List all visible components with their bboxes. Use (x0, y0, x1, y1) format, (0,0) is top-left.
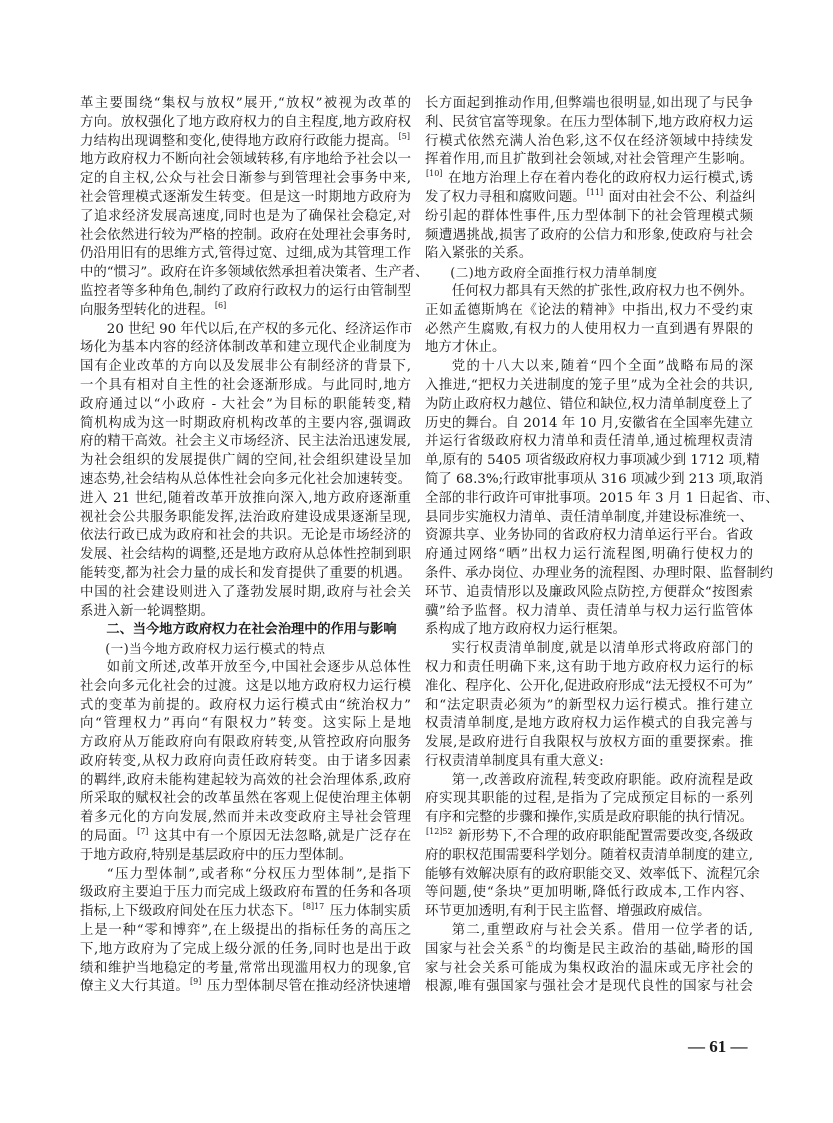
text-line: 向服务型转化的进程。[6] (80, 300, 227, 318)
text-line: 频遭遇挑战,损害了政府的公信力和形象,使政府与社会 (425, 227, 753, 243)
text-line: 和“法定职责必须为”的新型权力运行模式。推行建立 (425, 697, 753, 713)
text-line: 绩和维护当地稳定的考量,常常出现滥用权力的现象,官 (80, 960, 411, 976)
section-heading (80, 621, 411, 640)
page-number: — 61 — (688, 1037, 748, 1056)
text-line: 能转变,都为社会力量的成长和发育提供了重要的机遇。 (80, 565, 411, 581)
text-line: 等问题,使“条块”更加明晰,降低行政成本,工作内容、 (425, 885, 753, 901)
paragraph (425, 283, 753, 358)
text-line: 的局面。[7] 这其中有一个原因无法忽略,就是广泛存在 (80, 827, 411, 845)
text-line: 定的自主权,公众与社会日渐参与到管理社会事务中来, (80, 171, 411, 187)
text-line: 发展,是政府进行自我限权与放权方面的重要探索。推 (425, 735, 753, 751)
text-line: 了追求经济发展高速度,同时也是为了确保社会稳定,对 (80, 208, 411, 224)
citation-superscript: [11] (586, 187, 604, 197)
text-line: 长方面起到推动作用,但弊端也很明显,如出现了与民争 (425, 96, 753, 111)
text-line: 正如孟德斯鸠在《论法的精神》中指出,权力不受约束 (425, 302, 753, 318)
text-line: 政府通过以“小政府 - 大社会”为目标的职能转变,精 (80, 396, 411, 412)
text-line: 力结构出现调整和变化,使得地方政府行政能力提高。[5] (80, 131, 410, 149)
text-line: 国有企业改革的方向以及发展非公有制经济的背景下, (80, 359, 411, 375)
text-line: 条件、承办岗位、办理业务的流程图、办理时限、监督制约 (425, 565, 774, 581)
text-line: 准化、程序化、公开化,促进政府形成“法无授权不可为” (425, 678, 753, 694)
text-line: 级政府主要迫于压力而完成上级政府布置的任务和各项 (80, 885, 411, 901)
text-line: 系构成了地方政府权力运行框架。 (425, 622, 626, 638)
text-line: 并运行省级政府权力清单和责任清单,通过梳理权责清 (425, 434, 753, 450)
paragraph (425, 358, 779, 640)
text-line: 权责清单制度,是地方政府权力运作模式的自我完善与 (425, 716, 753, 732)
text-line: 能够有效解决原有的政府职能交叉、效率低下、流程冗余 (425, 866, 760, 882)
text-line: 地方才休止。 (425, 340, 506, 356)
text-line: 府实现其职能的过程,是指为了完成预定目标的一系列 (425, 791, 753, 807)
text-line: 发了权力寻租和腐败问题。[11] 面对由社会不公、利益纠 (425, 187, 756, 205)
text-line: 根源,唯有强国家与强社会才是现代良性的国家与社会 (425, 979, 753, 995)
text-line: 仍沿用旧有的思维方式,管得过宽、过细,成为其管理工作 (80, 246, 411, 262)
text-line: 府通过网络“晒”出权力运行流程图,明确行使权力的 (425, 547, 753, 563)
text-line: 二、当今地方政府权力在社会治理中的作用与影响 (106, 622, 397, 638)
citation-superscript: [9] (190, 977, 202, 987)
text-line: 任何权力都具有天然的扩张性,政府权力也不例外。 (451, 283, 753, 299)
left-column (80, 95, 429, 997)
text-line: 如前文所述,改革开放至今,中国社会逐步从总体性 (106, 659, 411, 675)
text-line: [10] 在地方治理上存在着内卷化的政府权力运行模式,诱 (426, 169, 753, 187)
text-line: (一)当今地方政府权力运行模式的特点 (105, 641, 326, 657)
subsection-heading (80, 640, 411, 659)
text-line: 第二,重塑政府与社会关系。借用一位学者的话, (451, 923, 753, 939)
citation-superscript: [5] (398, 131, 410, 141)
text-line: 必然产生腐败,有权力的人使用权力一直到遇有界限的 (425, 321, 753, 337)
text-line: 单,原有的 5405 项省级政府权力事项减少到 1712 项,精 (425, 453, 760, 469)
paragraph (80, 659, 411, 866)
text-line: 着多元化的方向发展,然而并未改变政府主导社会管理 (80, 810, 411, 826)
text-line: 僚主义大行其道。[9] 压力型体制尽管在推动经济快速增 (80, 977, 411, 995)
text-line: 纷引起的群体性事件,压力型体制下的社会管理模式频 (425, 208, 753, 224)
text-line: 党的十八大以来,随着“四个全面”战略布局的深 (451, 359, 753, 375)
citation-superscript: [6] (214, 300, 227, 310)
text-line: 环节、追责情形以及廉政风险点防控,方便群众“按图索 (425, 584, 753, 600)
text-line: 有序和完整的步骤和操作,实质是政府职能的执行情况。 (425, 810, 753, 826)
text-line: 权力和责任明确下来,这有助于地方政府权力运行的标 (425, 659, 753, 675)
paragraph (80, 321, 411, 622)
text-line: 行权责清单制度具有重大意义: (425, 753, 604, 769)
text-line: 社会向多元化社会的过渡。这是以地方政府权力运行模 (80, 678, 411, 694)
text-line: 革主要围绕“集权与放权”展开,“放权”被视为改革的 (80, 96, 411, 111)
text-line: 府的职权范围需要科学划分。随着权责清单制度的建立, (425, 847, 753, 863)
paragraph (425, 922, 753, 997)
text-line: 挥着作用,而且扩散到社会领域,对社会管理产生影响。 (425, 152, 753, 168)
text-line: 场化为基本内容的经济体制改革和建立现代企业制度为 (80, 340, 411, 356)
text-line: 历史的舞台。自 2014 年 10 月,安徽省在全国率先建立 (425, 415, 753, 431)
citation-superscript: [8]17 (302, 902, 325, 912)
text-line: 政府转变,从权力政府向责任政府转变。由于诸多因素 (80, 753, 411, 769)
text-line: 系进入新一轮调整期。 (80, 603, 214, 619)
text-line: 速态势,社会结构从总体性社会向多元化社会加速转变。 (80, 471, 411, 487)
text-line: $^{[12]52}$ 新形势下,不合理的政府职能配置需要改变,各级政 (426, 827, 753, 845)
text-line: 环节更加透明,有利于民主监督、增强政府威信。 (425, 904, 711, 920)
text-line: 式的变革为前提的。政府权力运行模式由“统治权力” (80, 697, 411, 713)
text-line: 资源共享、业务协同的省政府权力清单运行平台。省政 (425, 528, 753, 544)
text-line: 进入 21 世纪,随着改革开放推向深入,地方政府逐渐重 (80, 490, 411, 506)
text-line: “压力型体制”,或者称“分权压力型体制”,是指下 (106, 866, 411, 882)
text-line: 发展、社会结构的调整,还是地方政府从总体性控制到职 (80, 547, 411, 563)
paragraph (80, 866, 411, 998)
text-line: 骥”给予监督。权力清单、责任清单与权力运行监管体 (425, 603, 753, 619)
text-line: 府的精干高效。社会主义市场经济、民主法治迅速发展, (80, 434, 411, 450)
text-line: 第一,改善政府流程,转变政府职能。政府流程是政 (451, 772, 753, 788)
text-line: 20 世纪 90 年代以后,在产权的多元化、经济运作市 (106, 321, 413, 337)
text-line: 为防止政府权力越位、错位和缺位,权力清单制度登上了 (425, 396, 753, 412)
text-line: 县同步实施权力清单、责任清单制度,并建设标准统一、 (425, 509, 753, 525)
text-line: 方向。放权强化了地方政府权力的自主程度,地方政府权 (80, 114, 411, 130)
text-line: 视社会公共服务职能发挥,法治政府建设成果逐渐呈现, (80, 509, 411, 525)
text-line: 中国的社会建设则进入了蓬勃发展时期,政府与社会关 (80, 584, 411, 600)
paragraph (425, 95, 756, 264)
text-line: 地方政府权力不断向社会领域转移,有序地给予社会以一 (80, 152, 411, 168)
text-line: 入推进,“把权力关进制度的笼子里”成为全社会的共识, (425, 377, 753, 393)
text-line: 下,地方政府为了完成上级分派的任务,同时也是出于政 (80, 941, 411, 957)
citation-superscript: ① (525, 939, 534, 949)
text-line: 依法行政已成为政府和社会的共识。无论是市场经济的 (80, 528, 411, 544)
text-line: 上是一种“零和博弈”,在上级提出的指标任务的高压之 (80, 923, 411, 939)
text-line: 简机构成为这一时期政府机构改革的主要内容,强调政 (80, 415, 411, 431)
text-line: 社会依然进行较为严格的控制。政府在处理社会事务时, (80, 227, 411, 243)
text-line: 实行权责清单制度,就是以清单形式将政府部门的 (451, 641, 753, 657)
citation-superscript: [10] (426, 169, 443, 179)
text-line: 所采取的赋权社会的改革虽然在客观上促使治理主体朝 (80, 791, 411, 807)
right-column (425, 95, 779, 997)
text-line: 的羁绊,政府未能构建起较为高效的社会治理体系,政府 (80, 772, 411, 788)
text-line: 一个具有相对自主性的社会逐渐形成。与此同时,地方 (80, 377, 411, 393)
citation-superscript: [12]52 (426, 827, 453, 837)
text-line: 中的“惯习”。政府在许多领域依然承担着决策者、生产者、 (80, 265, 429, 281)
paragraph (80, 95, 429, 321)
text-line: 利、民贫官富等现象。在压力型体制下,地方政府权力运 (425, 114, 753, 130)
text-line: 行模式依然充满人治色彩,这不仅在经济领域中持续发 (425, 133, 753, 149)
citation-superscript: [7] (137, 827, 149, 837)
text-line: 家与社会关系可能成为集权政治的温床或无序社会的 (425, 960, 753, 976)
text-line: 监控者等多种角色,制约了政府行政权力的运行由管制型 (80, 283, 411, 299)
subsection-heading (425, 264, 753, 283)
text-line: 于地方政府,特别是基层政府中的压力型体制。 (80, 847, 353, 863)
text-line: 国家与社会关系①的均衡是民主政治的基础,畸形的国 (425, 939, 753, 957)
text-line: 全部的非行政许可审批事项。2015 年 3 月 1 日起省、市、 (425, 490, 779, 506)
text-line: 简了 68.3%;行政审批事项从 316 项减少到 213 项,取消 (425, 471, 763, 487)
text-line: 社会管理模式逐渐发生转变。但是这一时期地方政府为 (80, 189, 411, 205)
text-line: 陷入紧张的关系。 (425, 246, 533, 262)
text-line: 为社会组织的发展提供广阔的空间,社会组织建设呈加 (80, 453, 411, 469)
text-line: 向“管理权力”再向“有限权力”转变。这实际上是地 (80, 716, 411, 732)
paragraph (425, 772, 760, 922)
text-line: (二)地方政府全面推行权力清单制度 (450, 265, 658, 281)
paragraph (425, 640, 753, 772)
text-line: 方政府从万能政府向有限政府转变,从管控政府向服务 (80, 735, 411, 751)
text-line: 指标,上下级政府间处在压力状态下。$^{[8]17}$ 压力体制实质 (80, 902, 411, 920)
